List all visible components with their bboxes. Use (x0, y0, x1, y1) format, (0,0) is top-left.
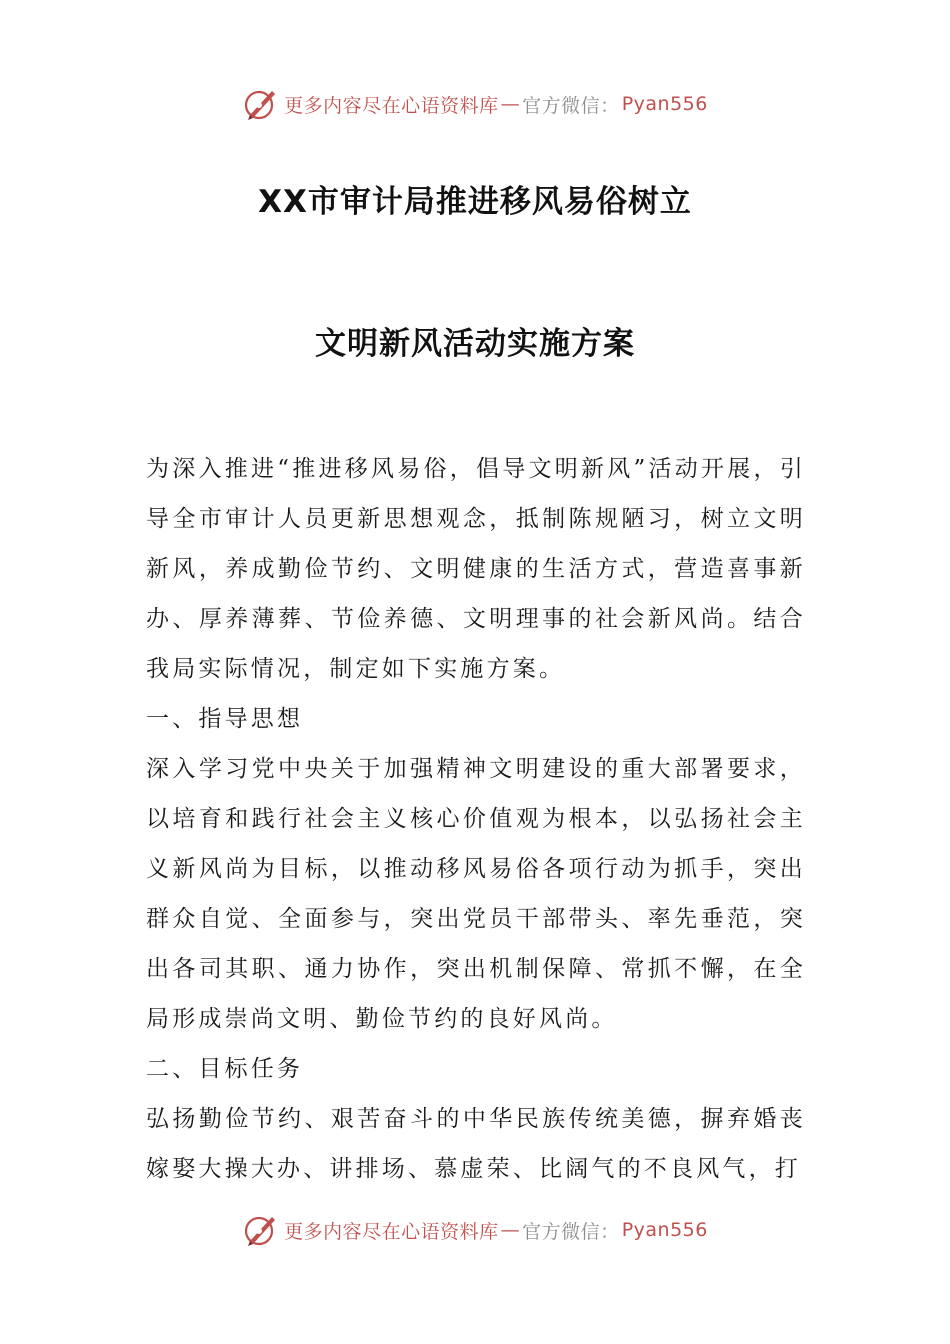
section1-paragraph: 深入学习党中央关于加强精神文明建设的重大部署要求，以培育和践行社会主义核心价值观为根本，以弘扬社会主义新风尚为目标，以推动移风易俗各项行动为抓手，突出群众自觉、全面参与，突出党员干部带头、率先垂范，突出各司其职、通力协作，突出机制保障、常抓不懈，在全局形成崇尚文明、勤俭节约的良好风尚。 (146, 756, 806, 1032)
section2-heading: 二、目标任务 (146, 1056, 304, 1082)
watermark-id: Pyan556 (621, 1219, 708, 1241)
section2-paragraph: 弘扬勤俭节约、艰苦奋斗的中华民族传统美德，摒弃婚丧嫁娶大操大办、讲排场、慕虚荣、比阔气的不良风气，打 (146, 1106, 806, 1182)
pen-circle-logo-icon (242, 85, 280, 123)
document-title-line1: XX市审计局推进移风易俗树立 (258, 184, 692, 220)
watermark-header (0, 84, 950, 124)
watermark-footer (0, 1210, 950, 1250)
pen-circle-logo-icon (242, 1211, 280, 1249)
watermark-sub: 官方微信： (522, 94, 620, 117)
watermark-id: Pyan556 (621, 93, 708, 115)
watermark-dash: — (500, 93, 521, 115)
section1-heading: 一、指导思想 (146, 706, 304, 732)
document-body (146, 444, 806, 1194)
watermark-brand: 更多内容尽在心语资料库 (284, 94, 499, 117)
watermark-sub: 官方微信： (522, 1220, 620, 1243)
document-title-line2: 文明新风活动实施方案 (315, 326, 635, 362)
watermark-dash: — (500, 1219, 521, 1241)
watermark-brand: 更多内容尽在心语资料库 (284, 1220, 499, 1243)
intro-paragraph: 为深入推进“推进移风易俗，倡导文明新风”活动开展，引导全市审计人员更新思想观念，抵制陈规陋习，树立文明新风，养成勤俭节约、文明健康的生活方式，营造喜事新办、厚养薄葬、节俭养德、文明理事的社会新风尚。结合我局实际情况，制定如下实施方案。 (146, 456, 806, 682)
